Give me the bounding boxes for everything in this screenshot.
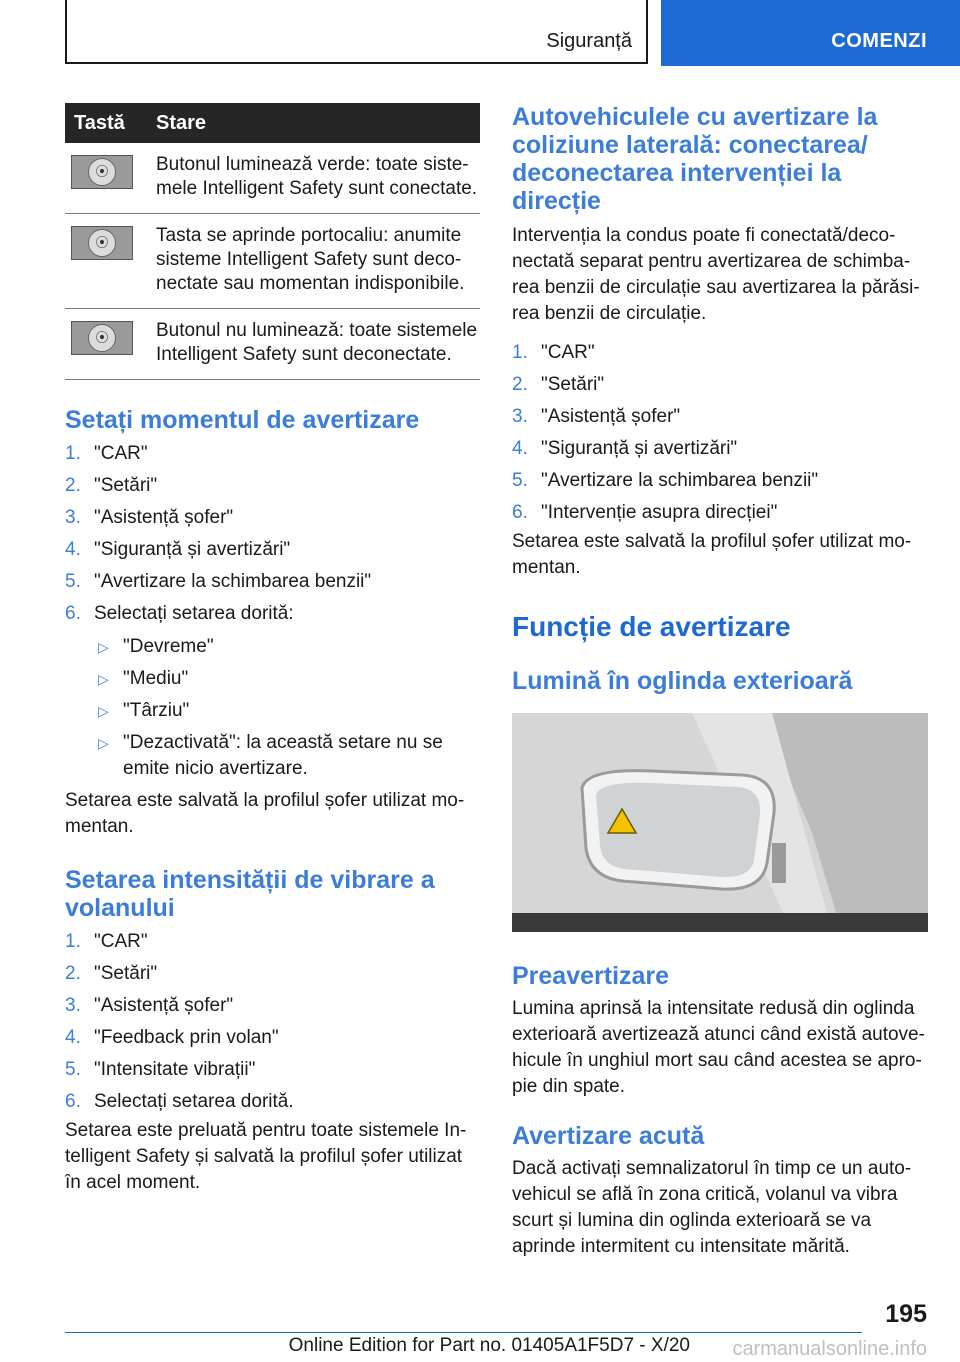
- chapter-title: COMENZI: [831, 30, 927, 52]
- list-item: 5. "Avertizare la schimbarea benzii": [65, 571, 372, 592]
- section-title: Siguranță: [546, 30, 632, 52]
- table-header-row: [65, 103, 480, 143]
- list-item: 6. "Intervenție asupra direcției": [512, 502, 778, 523]
- list-item: 4. "Siguranță și avertizări": [512, 438, 738, 459]
- list-item: 4. "Feedback prin volan": [65, 1027, 279, 1048]
- list-item: ▷ "Târziu": [65, 698, 480, 724]
- lateral-heading: Autovehiculele cu avertizare la coliziune laterală: conectarea/ deconectarea intervenției la direcție: [512, 103, 878, 215]
- table-row: [65, 214, 480, 309]
- page-number: 195: [885, 1300, 927, 1328]
- function-subtitle: Lumină în oglinda exterioară: [512, 667, 853, 695]
- lateral-note: Setarea este salvată la profilul șofer utilizat momentan.: [512, 531, 912, 578]
- function-title: Funcție de avertizare: [512, 611, 791, 642]
- list-item: ▷ "Mediu": [65, 666, 480, 692]
- warning-time-heading: Setați momentul de avertizare: [65, 406, 420, 434]
- mirror-photo: [512, 713, 928, 932]
- list-item: 3. "Asistență șofer": [65, 995, 234, 1016]
- table-cell-state: Butonul nu luminează: toate sistemele Intelligent Safety sunt deconectate.: [156, 309, 480, 380]
- vibration-heading: Setarea intensității de vibrare a volanului: [65, 866, 435, 922]
- list-item: 1. "CAR": [65, 443, 148, 464]
- left-column: [65, 103, 480, 1196]
- footer-edition: Online Edition for Part no. 01405A1F5D7 - X/20: [288, 1335, 690, 1356]
- table-cell-state: Butonul luminează verde: toate sistemele Intelligent Safety sunt conectate.: [156, 143, 480, 214]
- list-item: 1. "CAR": [512, 342, 595, 363]
- list-item: 6. Selectați setarea dorită.: [65, 1091, 294, 1112]
- triangle-bullet-icon: ▷: [98, 735, 109, 751]
- lateral-intro: Intervenția la condus poate fi conectată/deconectată separat pentru avertizarea de schimbarea benzii de circulație sau avertizarea la părăsirea benzii de circulație.: [512, 225, 920, 324]
- triangle-bullet-icon: ▷: [98, 639, 109, 655]
- table-row: [65, 309, 480, 380]
- header-section-box: [65, 0, 648, 64]
- pre-warning-text: Lumina aprinsă la intensitate redusă din oglinda exterioară avertizează atunci când există autovehicule în unghiul mort sau când acestea se apropie din spate.: [512, 998, 925, 1097]
- vibration-note: Setarea este preluată pentru toate sistemele Intelligent Safety și salvată la profilul șofer utilizat în acel moment.: [65, 1120, 467, 1193]
- list-item: 3. "Asistență șofer": [512, 406, 681, 427]
- intelligent-safety-button-icon: ⦿: [71, 226, 133, 260]
- triangle-bullet-icon: ▷: [98, 703, 109, 719]
- warning-time-note: Setarea este salvată la profilul șofer utilizat momentan.: [65, 790, 465, 837]
- list-item: 4. "Siguranță și avertizări": [65, 539, 291, 560]
- table-row: [65, 143, 480, 214]
- pre-warning-heading: Preavertizare: [512, 962, 670, 990]
- list-item: 3. "Asistență șofer": [65, 507, 234, 528]
- list-item: ▷ "Dezactivată": la această setare nu se emite nicio avertizare.: [98, 732, 443, 779]
- mirror-illustration-icon: [512, 713, 928, 932]
- list-item: ▷ "Devreme": [65, 634, 480, 660]
- intelligent-safety-button-icon: ⦿: [71, 155, 133, 189]
- watermark: carmanualsonline.info: [732, 1338, 927, 1360]
- warning-time-steps: [65, 438, 480, 630]
- acute-warning-heading: Avertizare acută: [512, 1122, 705, 1150]
- list-item: 2. "Setări": [65, 963, 158, 984]
- list-item: 2. "Setări": [65, 475, 158, 496]
- intelligent-safety-button-icon: ⦿: [71, 321, 133, 355]
- vibration-steps: [65, 926, 480, 1118]
- acute-warning-text: Dacă activați semnalizatorul în timp ce un autovehicul se află în zona critică, volanul va vibra scurt și lumina din oglinda exterioară se va aprinde intermitent cu intensitate mărită.: [512, 1158, 912, 1257]
- list-item: 5. "Avertizare la schimbarea benzii": [512, 470, 819, 491]
- footer-divider: [65, 1332, 862, 1333]
- chapter-tab: [661, 0, 960, 66]
- list-item: 1. "CAR": [65, 931, 148, 952]
- key-state-table: [65, 103, 480, 380]
- table-header-key: Tastă: [65, 103, 156, 143]
- warning-time-options: [65, 634, 480, 782]
- triangle-bullet-icon: ▷: [98, 671, 109, 687]
- list-item: 6. Selectați setarea dorită:: [65, 603, 294, 624]
- list-item: 2. "Setări": [512, 374, 605, 395]
- table-cell-state: Tasta se aprinde portocaliu: anumite sisteme Intelligent Safety sunt deconectate sau momentan indisponibile.: [156, 214, 480, 309]
- lateral-steps: [512, 337, 928, 529]
- right-column: [512, 103, 928, 1260]
- list-item: 5. "Intensitate vibrații": [65, 1059, 256, 1080]
- table-header-state: Stare: [156, 103, 480, 143]
